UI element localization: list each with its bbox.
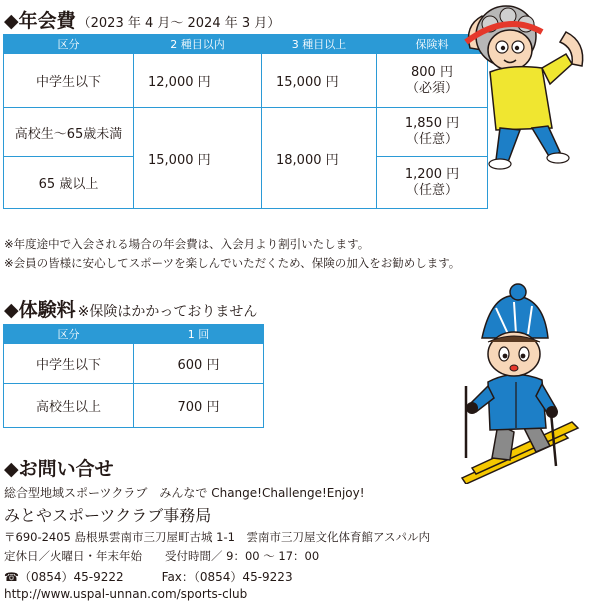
trial-fee-note: ※保険はかかっておりません — [77, 304, 258, 320]
category-cell: 中学生以下 — [4, 54, 134, 108]
skiing-child-illustration — [452, 282, 592, 484]
insurance-amount: 800 円 — [411, 64, 453, 80]
stretching-grandmother-illustration — [446, 2, 598, 174]
contact-heading — [4, 454, 114, 481]
fee-note: ※会員の皆様に安心してスポーツを楽しんでいただくため、保険の加入をお勧めします。 — [4, 256, 461, 270]
price-cell: 18,000 円 — [262, 108, 377, 209]
annual-fee-title: ◆年会費 — [4, 10, 76, 32]
annual-fee-table — [3, 34, 488, 209]
insurance-note: （必須） — [405, 80, 458, 96]
header-category: 区分 — [4, 35, 134, 54]
price-cell: 600 円 — [134, 344, 264, 384]
category-cell: 65 歳以上 — [4, 157, 134, 209]
header-three-or-more: 3 種目以上 — [262, 35, 377, 54]
price-cell: 15,000 円 — [134, 108, 262, 209]
price-cell: 15,000 円 — [262, 54, 377, 108]
price-cell: 12,000 円 — [134, 54, 262, 108]
insurance-note: （任意） — [405, 132, 458, 147]
header-category: 区分 — [4, 325, 134, 344]
club-tagline: 総合型地域スポーツクラブ みんなで Change!Challenge!Enjoy! — [4, 486, 365, 500]
annual-fee-period: （2023 年 4 月～ 2024 年 3 月） — [77, 16, 281, 31]
fax-number: Fax：（0854）45-9223 — [161, 570, 293, 584]
category-cell: 高校生～65歳未満 — [4, 108, 134, 157]
trial-fee-title: ◆体験料 — [4, 299, 76, 321]
fee-note: ※年度途中で入会される場合の年会費は、入会月より割引いたします。 — [4, 237, 370, 251]
price-cell: 700 円 — [134, 384, 264, 428]
trial-fee-heading — [4, 295, 257, 322]
annual-fee-heading — [4, 6, 280, 33]
table-row — [4, 384, 264, 428]
header-insurance: 保険料 — [377, 35, 488, 54]
table-row — [4, 54, 488, 108]
table-row — [4, 108, 488, 157]
category-cell: 中学生以下 — [4, 344, 134, 384]
insurance-amount: 1,850 円 — [404, 116, 460, 131]
trial-fee-table — [3, 324, 264, 428]
website-link[interactable]: http://www.uspal-unnan.com/sports-club — [4, 587, 248, 601]
header-two-or-less: 2 種目以内 — [134, 35, 262, 54]
office-hours: 定休日／火曜日・年末年始 受付時間／ 9：00 ～ 17：00 — [4, 549, 320, 563]
table-row — [4, 344, 264, 384]
insurance-amount: 1,200 円 — [404, 166, 460, 182]
header-per-visit: 1 回 — [134, 325, 264, 344]
contact-title: ◆お問い合せ — [4, 458, 114, 480]
phone-number: （0854）45-9222 — [18, 570, 124, 584]
phone-fax-line — [4, 568, 293, 585]
office-name: みとやスポーツクラブ事務局 — [4, 506, 212, 525]
office-address: 〒690-2405 島根県雲南市三刀屋町古城 1-1 雲南市三刀屋文化体育館アスパル内 — [4, 530, 430, 544]
category-cell: 高校生以上 — [4, 384, 134, 428]
insurance-note: （任意） — [405, 182, 458, 198]
phone-icon: ☎ — [4, 570, 19, 584]
